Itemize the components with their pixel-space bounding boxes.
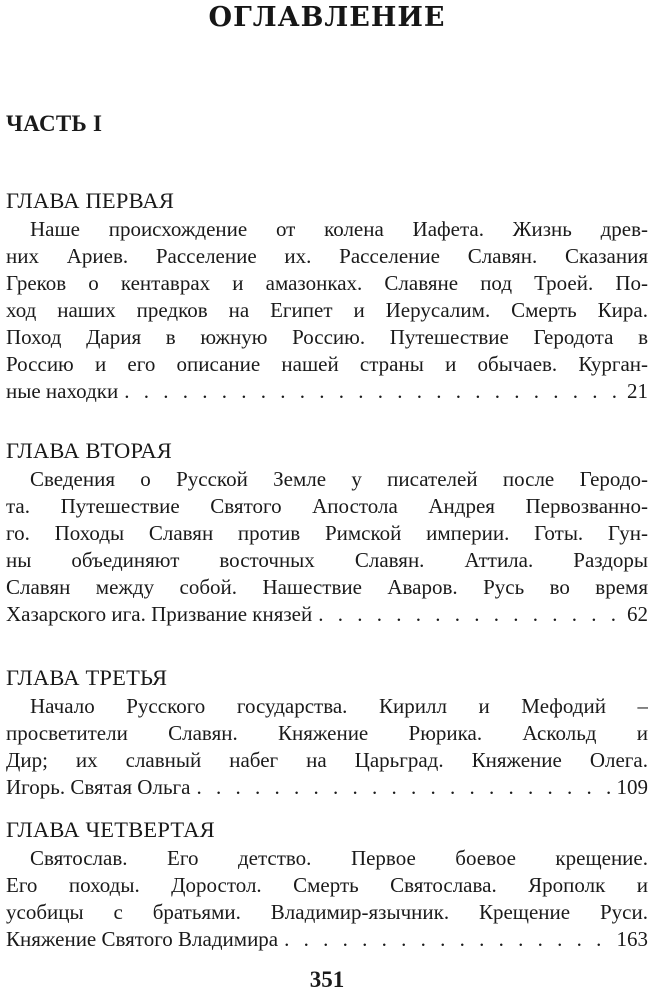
part-title: ЧАСТЬ I	[6, 111, 103, 136]
toc-title: ОГЛАВЛЕНИЕ	[208, 2, 446, 33]
chapter-2	[6, 438, 648, 628]
chapter-summary	[6, 216, 648, 405]
summary-line: ны объединяют восточных Славян. Аттила. Раздоры	[6, 548, 648, 572]
summary-last-line: Хазарского ига. Призвание князей	[6, 602, 313, 626]
folio-page-number: 351	[309, 967, 345, 992]
summary-line: Его походы. Доростол. Смерть Святослава. Ярополк и	[6, 873, 648, 897]
chapter-summary	[6, 845, 648, 953]
chapter-summary	[6, 693, 648, 801]
summary-line: Сведения о Русской Земле у писателей после Геродо-	[30, 467, 648, 491]
summary-line: та. Путешествие Святого Апостола Андрея Первозванно-	[6, 494, 648, 518]
summary-line: Греков о кентаврах и амазонках. Славяне под Троей. По-	[6, 271, 648, 295]
summary-line: Наше происхождение от колена Иафета. Жизнь древ-	[30, 217, 648, 241]
summary-line: них Ариев. Расселение их. Расселение Славян. Сказания	[6, 244, 648, 268]
summary-line: Дир; их славный набег на Царьград. Княжение Олега.	[6, 748, 648, 772]
dot-leader	[196, 774, 612, 801]
dot-leader	[284, 926, 612, 953]
dot-leader	[318, 601, 623, 628]
chapter-3	[6, 665, 648, 801]
toc-entry-line	[6, 378, 648, 405]
page-number: 163	[616, 927, 648, 951]
summary-line: Святослав. Его детство. Первое боевое крещение.	[30, 846, 648, 870]
summary-last-line: Игорь. Святая Ольга	[6, 775, 191, 799]
chapter-heading: ГЛАВА ПЕРВАЯ	[6, 188, 175, 213]
chapter-heading: ГЛАВА ЧЕТВЕРТАЯ	[6, 817, 215, 842]
summary-line: Поход Дария в южную Россию. Путешествие Геродота в	[6, 325, 648, 349]
chapter-4	[6, 817, 648, 953]
summary-line: усобицы с братьями. Владимир-язычник. Крещение Руси.	[6, 900, 648, 924]
toc-entry-line	[6, 601, 648, 628]
summary-line: Славян между собой. Нашествие Аваров. Русь во время	[6, 575, 648, 599]
page-number: 109	[616, 775, 648, 799]
chapter-heading: ГЛАВА ТРЕТЬЯ	[6, 665, 168, 690]
toc-entry-line	[6, 774, 648, 801]
chapter-summary	[6, 466, 648, 628]
chapter-heading: ГЛАВА ВТОРАЯ	[6, 438, 172, 463]
summary-line: просветители Славян. Княжение Рюрика. Аскольд и	[6, 721, 648, 745]
summary-line: го. Походы Славян против Римской империи. Готы. Гун-	[6, 521, 648, 545]
dot-leader	[124, 378, 623, 405]
page-number: 21	[627, 379, 648, 403]
summary-last-line: ные находки	[6, 379, 119, 403]
page-number: 62	[627, 602, 648, 626]
summary-last-line: Княжение Святого Владимира	[6, 927, 279, 951]
summary-line: Начало Русского государства. Кирилл и Мефодий –	[30, 694, 648, 718]
summary-line: ход наших предков на Египет и Иерусалим. Смерть Кира.	[6, 298, 648, 322]
toc-entry-line	[6, 926, 648, 953]
chapter-1	[6, 188, 648, 405]
summary-line: Россию и его описание нашей страны и обычаев. Курган-	[6, 352, 648, 376]
